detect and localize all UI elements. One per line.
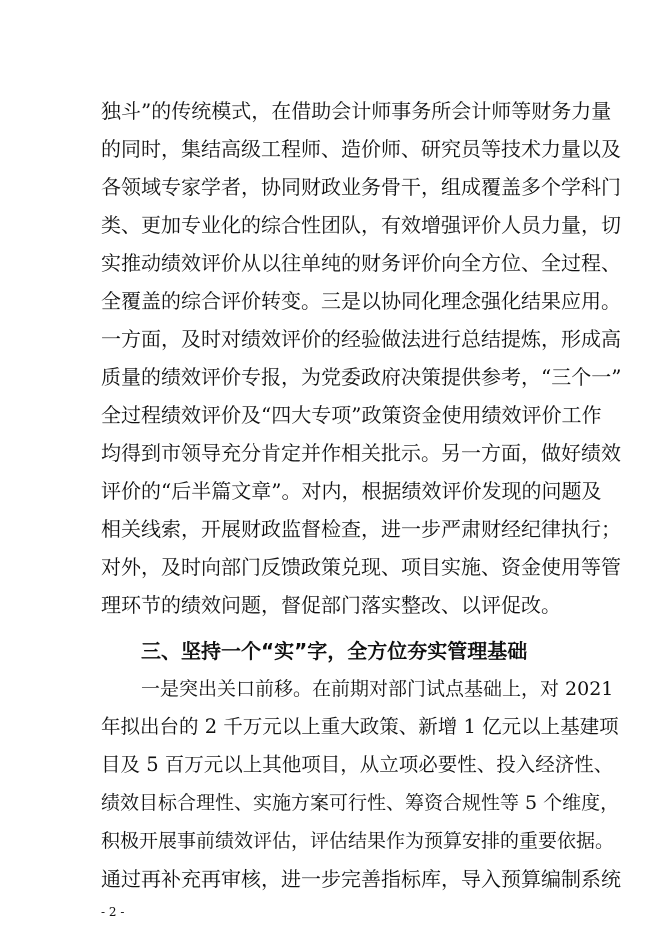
text-line: 一方面，及时对绩效评价的经验做法进行总结提炼，形成高 <box>101 327 621 351</box>
text-line: 对外，及时向部门反馈政策兑现、项目实施、资金使用等管 <box>101 555 621 579</box>
page-number: - 2 - <box>101 905 125 919</box>
text-line: 各领域专家学者，协同财政业务骨干，组成覆盖多个学科门 <box>101 175 621 199</box>
text-line: 全覆盖的综合评价转变。三是以协同化理念强化结果应用。 <box>101 289 621 313</box>
section-heading: 三、坚持一个“实”字，全方位夯实管理基础 <box>141 639 528 663</box>
text-line: 实推动绩效评价从以往单纯的财务评价向全方位、全过程、 <box>101 251 621 275</box>
text-line: 绩效目标合理性、实施方案可行性、筹资合规性等 5 个维度， <box>101 792 620 814</box>
text-line: 均得到市领导充分肯定并作相关批示。另一方面，做好绩效 <box>101 441 621 465</box>
text-line: 全过程绩效评价及“四大专项”政策资金使用绩效评价工作 <box>101 403 602 427</box>
text-line: 的同时，集结高级工程师、造价师、研究员等技术力量以及 <box>101 137 621 161</box>
text-line: 类、更加专业化的综合性团队，有效增强评价人员力量，切 <box>101 213 621 237</box>
text-line: 年拟出台的 2 千万元以上重大政策、新增 1 亿元以上基建项 <box>101 715 619 738</box>
text-line: 目及 5 百万元以上其他项目，从立项必要性、投入经济性、 <box>101 753 614 776</box>
text-line: 相关线索，开展财政监督检查，进一步严肃财经纪律执行； <box>101 517 621 541</box>
text-line: 一是突出关口前移。在前期对部门试点基础上，对 2021 <box>141 678 614 700</box>
text-line: 评价的“后半篇文章”。对内，根据绩效评价发现的问题及 <box>101 479 602 503</box>
text-line: 质量的绩效评价专报，为党委政府决策提供参考，“三个一” <box>101 365 622 389</box>
text-line: 独斗”的传统模式，在借助会计师事务所会计师等财务力量 <box>101 99 612 123</box>
text-line: 理环节的绩效问题，督促部门落实整改、以评促改。 <box>101 593 561 617</box>
text-line: 通过再补充再审核，进一步完善指标库，导入预算编制系统 <box>101 867 621 891</box>
text-line: 积极开展事前绩效评估，评估结果作为预算安排的重要依据。 <box>101 830 615 852</box>
